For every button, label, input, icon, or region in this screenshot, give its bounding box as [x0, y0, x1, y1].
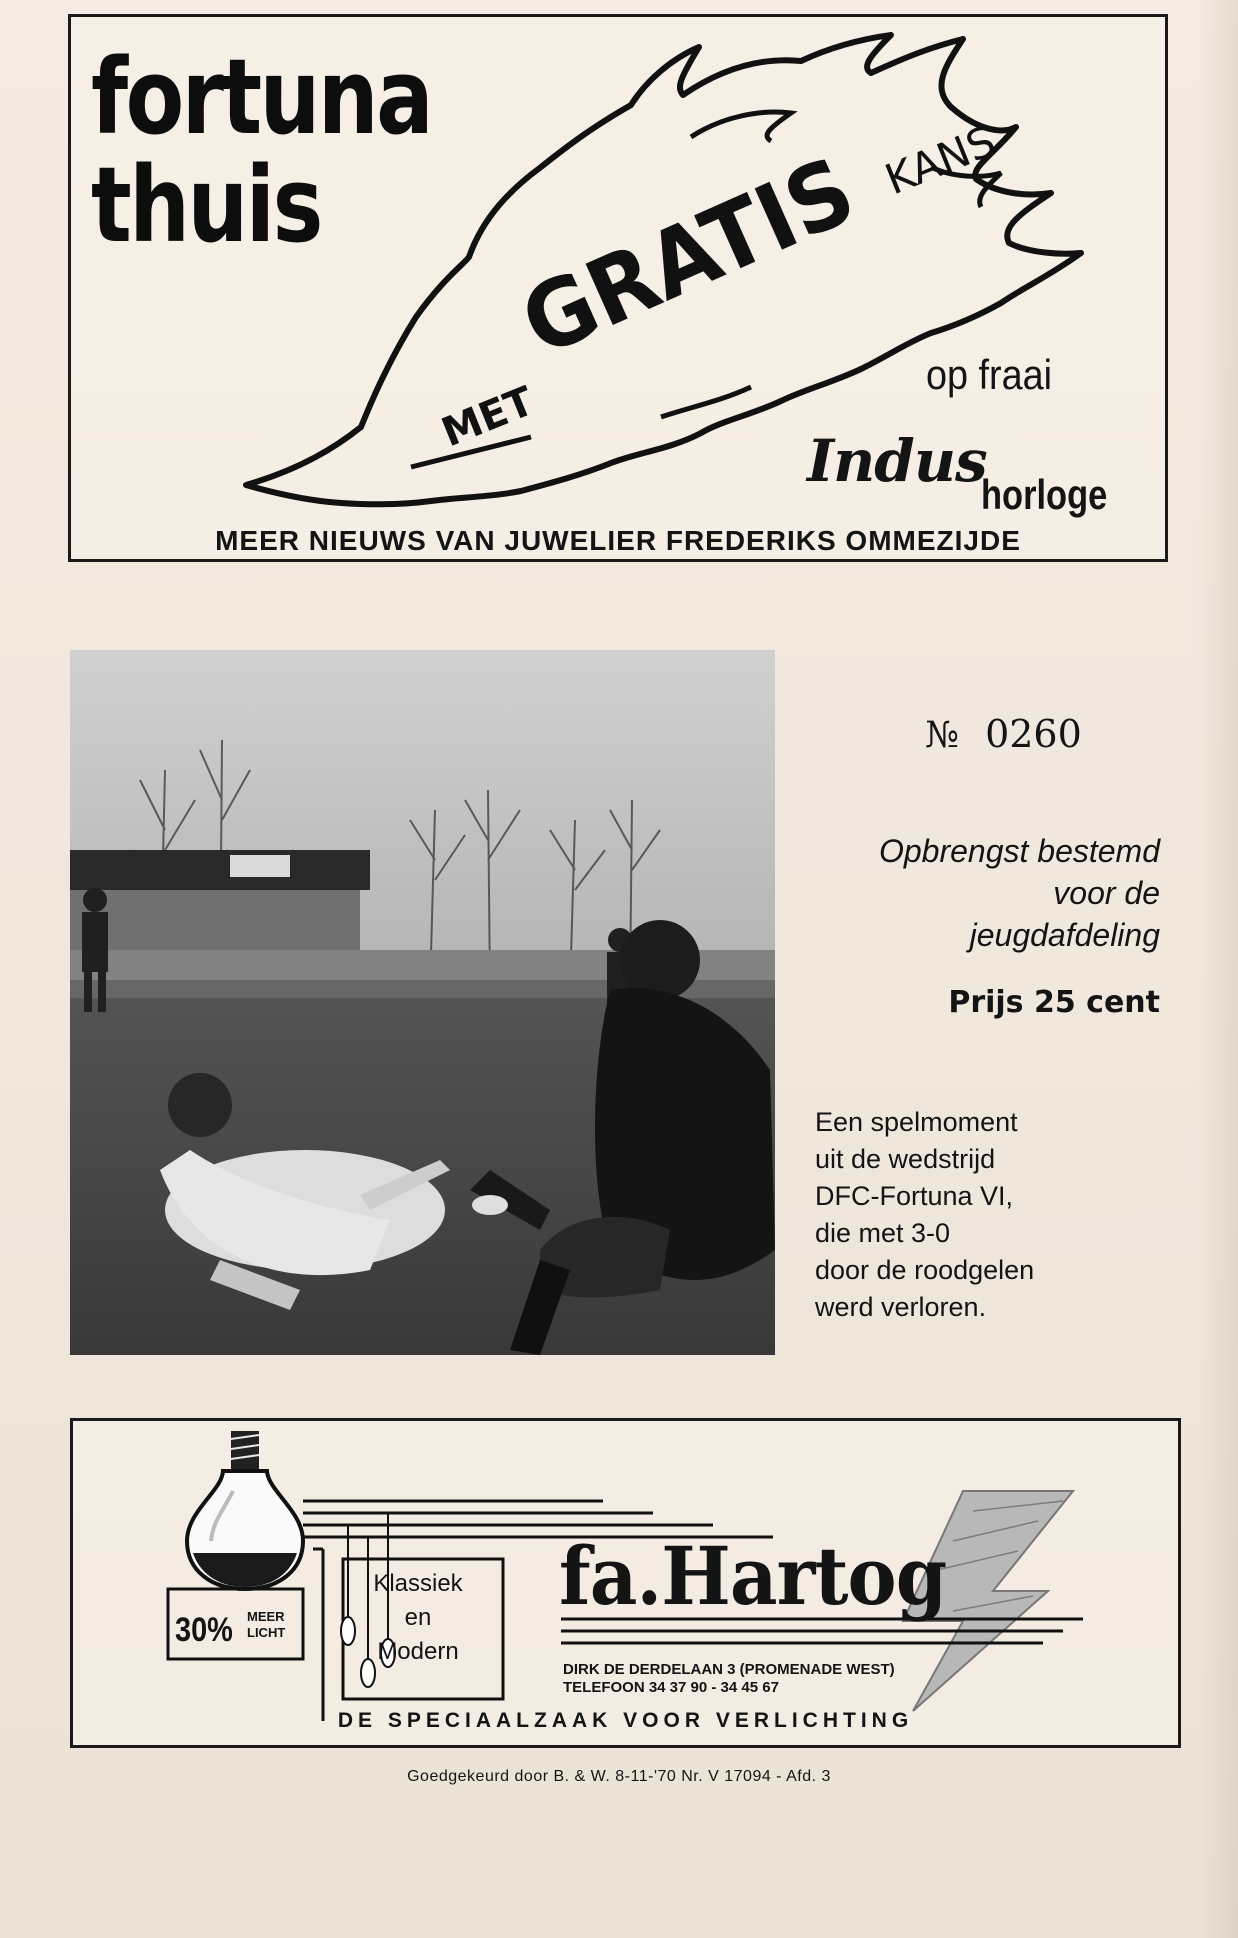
klassiek-en-modern [343, 1567, 493, 1687]
match-photo [70, 650, 775, 1355]
flame-word-met: MET [435, 378, 541, 457]
caption-line: uit de wedstrijd [815, 1144, 996, 1174]
caption-line: die met 3-0 [815, 1218, 951, 1248]
caption-line: Een spelmoment [815, 1107, 1018, 1137]
flame-word-kans: KANS [878, 116, 1003, 205]
hartog-company-name: fa.Hartog [559, 1529, 947, 1623]
modern-line: Modern [377, 1638, 459, 1665]
op-fraai-text: op fraai [926, 351, 1053, 398]
meer-licht-badge [171, 1599, 291, 1659]
percent-label-meer: MEER [247, 1609, 285, 1624]
title-line-thuis: thuis [91, 144, 321, 266]
en-line: en [404, 1604, 432, 1631]
price-text: Prijs 25 cent [948, 985, 1160, 1020]
indus-brand-logo: Indus [807, 427, 987, 495]
flame-word-gratis: GRATIS [506, 127, 892, 378]
caption-line: werd verloren. [815, 1292, 987, 1322]
caption-line: door de roodgelen [815, 1255, 1035, 1285]
address-line: DIRK DE DERDELAAN 3 (PROMENADE WEST) [563, 1661, 895, 1678]
flame-swirl-1 [691, 112, 791, 141]
percent-value: 30% [175, 1611, 233, 1649]
klassiek-line: Klassiek [373, 1570, 463, 1597]
horloge-text: horloge [981, 471, 1108, 518]
match-photo-illustration [70, 650, 775, 1355]
flame-swirl-3 [661, 387, 751, 417]
hartog-advertisement [70, 1418, 1181, 1748]
number-sign: № [925, 715, 960, 756]
page-edge-shadow [1198, 0, 1238, 1938]
title-line-fortuna: fortuna [91, 36, 432, 158]
photo-caption [815, 1104, 1115, 1326]
light-bulb-icon [187, 1431, 303, 1589]
juwelier-advertisement [68, 14, 1168, 562]
caption-line: DFC-Fortuna VI, [815, 1181, 1014, 1211]
hartog-address [563, 1661, 895, 1697]
program-number [925, 712, 1082, 756]
phone-line: TELEFOON 34 37 90 - 34 45 67 [563, 1679, 779, 1696]
percent-label [247, 1609, 285, 1641]
hartog-tagline: DE SPECIAALZAAK VOOR VERLICHTING [337, 1709, 914, 1732]
number-value: 0260 [985, 712, 1082, 756]
approval-line: Goedgekeurd door B. & W. 8-11-'70 Nr. V 17094 - Afd. 3 [407, 1768, 831, 1785]
opbrengst-text: Opbrengst bestemd voor de jeugdafdeling [878, 833, 1160, 953]
juwelier-footer-line: MEER NIEUWS VAN JUWELIER FREDERIKS OMMEZIJDE [215, 525, 1021, 556]
percent-label-licht: LICHT [247, 1625, 286, 1640]
